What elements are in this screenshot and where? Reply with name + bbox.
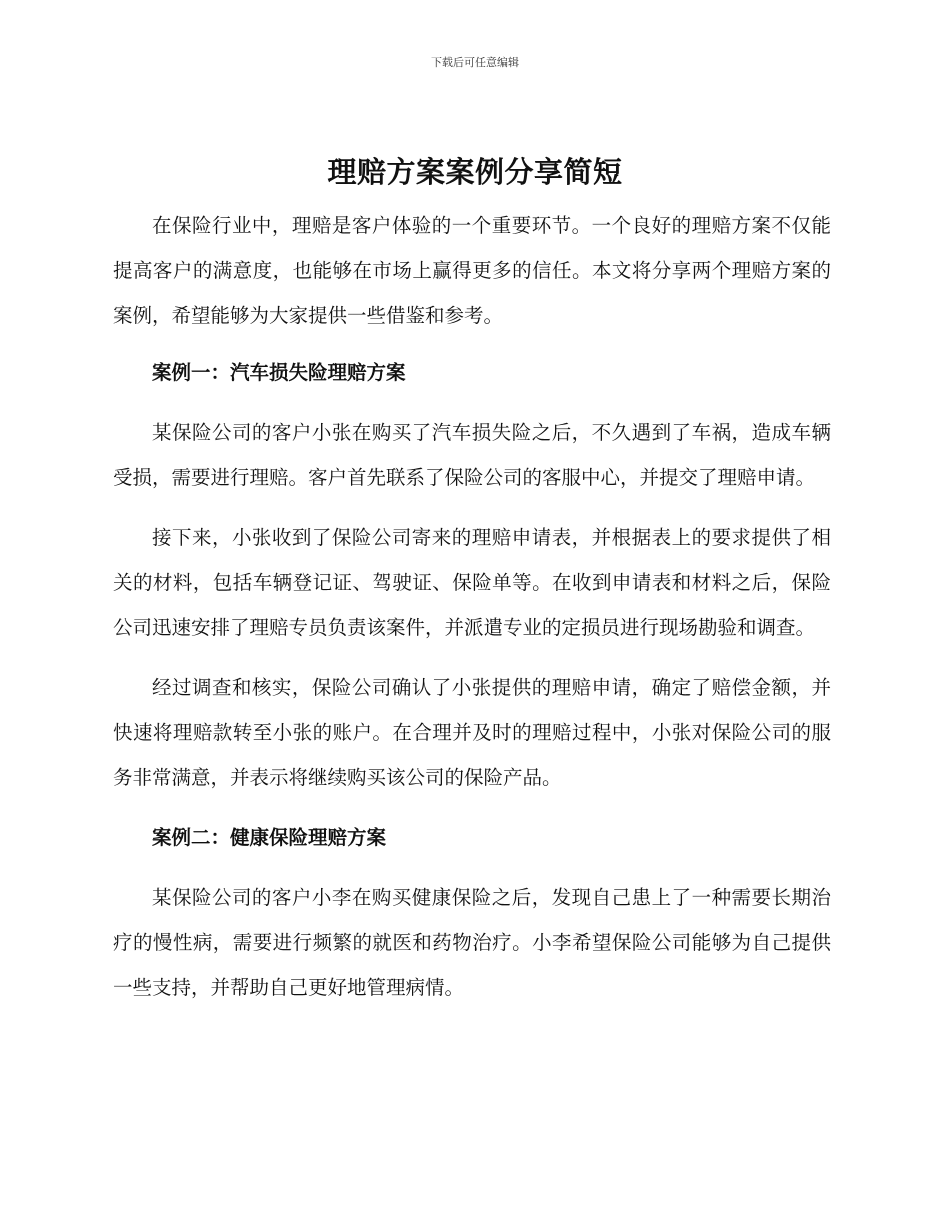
case1-paragraph-1: 某保险公司的客户小张在购买了汽车损失险之后，不久遇到了车祸，造成车辆受损，需要进行理赔。客户首先联系了保险公司的客服中心，并提交了理赔申请。 (113, 421, 831, 489)
case2-paragraph-1: 某保险公司的客户小李在购买健康保险之后，发现自己患上了一种需要长期治疗的慢性病，需要进行频繁的就医和药物治疗。小李希望保险公司能够为自己提供一些支持，并帮助自己更好地管理病情。 (113, 886, 831, 999)
document-body (113, 203, 831, 1010)
case1-heading: 案例一：汽车损失险理赔方案 (152, 361, 406, 384)
page-header-text: 下载后可任意编辑 (431, 56, 519, 69)
case2-heading: 案例二：健康保险理赔方案 (152, 826, 387, 849)
intro-paragraph: 在保险行业中，理赔是客户体验的一个重要环节。一个良好的理赔方案不仅能提高客户的满意度，也能够在市场上赢得更多的信任。本文将分享两个理赔方案的案例，希望能够为大家提供一些借鉴和参考。 (113, 214, 831, 327)
case1-paragraph-2: 接下来，小张收到了保险公司寄来的理赔申请表，并根据表上的要求提供了相关的材料，包括车辆登记证、驾驶证、保险单等。在收到申请表和材料之后，保险公司迅速安排了理赔专员负责该案件，并派遣专业的定损员进行现场勘验和调查。 (113, 526, 831, 639)
case1-paragraph-3: 经过调查和核实，保险公司确认了小张提供的理赔申请，确定了赔偿金额，并快速将理赔款转至小张的账户。在合理并及时的理赔过程中，小张对保险公司的服务非常满意，并表示将继续购买该公司的保险产品。 (113, 676, 831, 789)
document-title: 理赔方案案例分享简短 (327, 155, 623, 189)
